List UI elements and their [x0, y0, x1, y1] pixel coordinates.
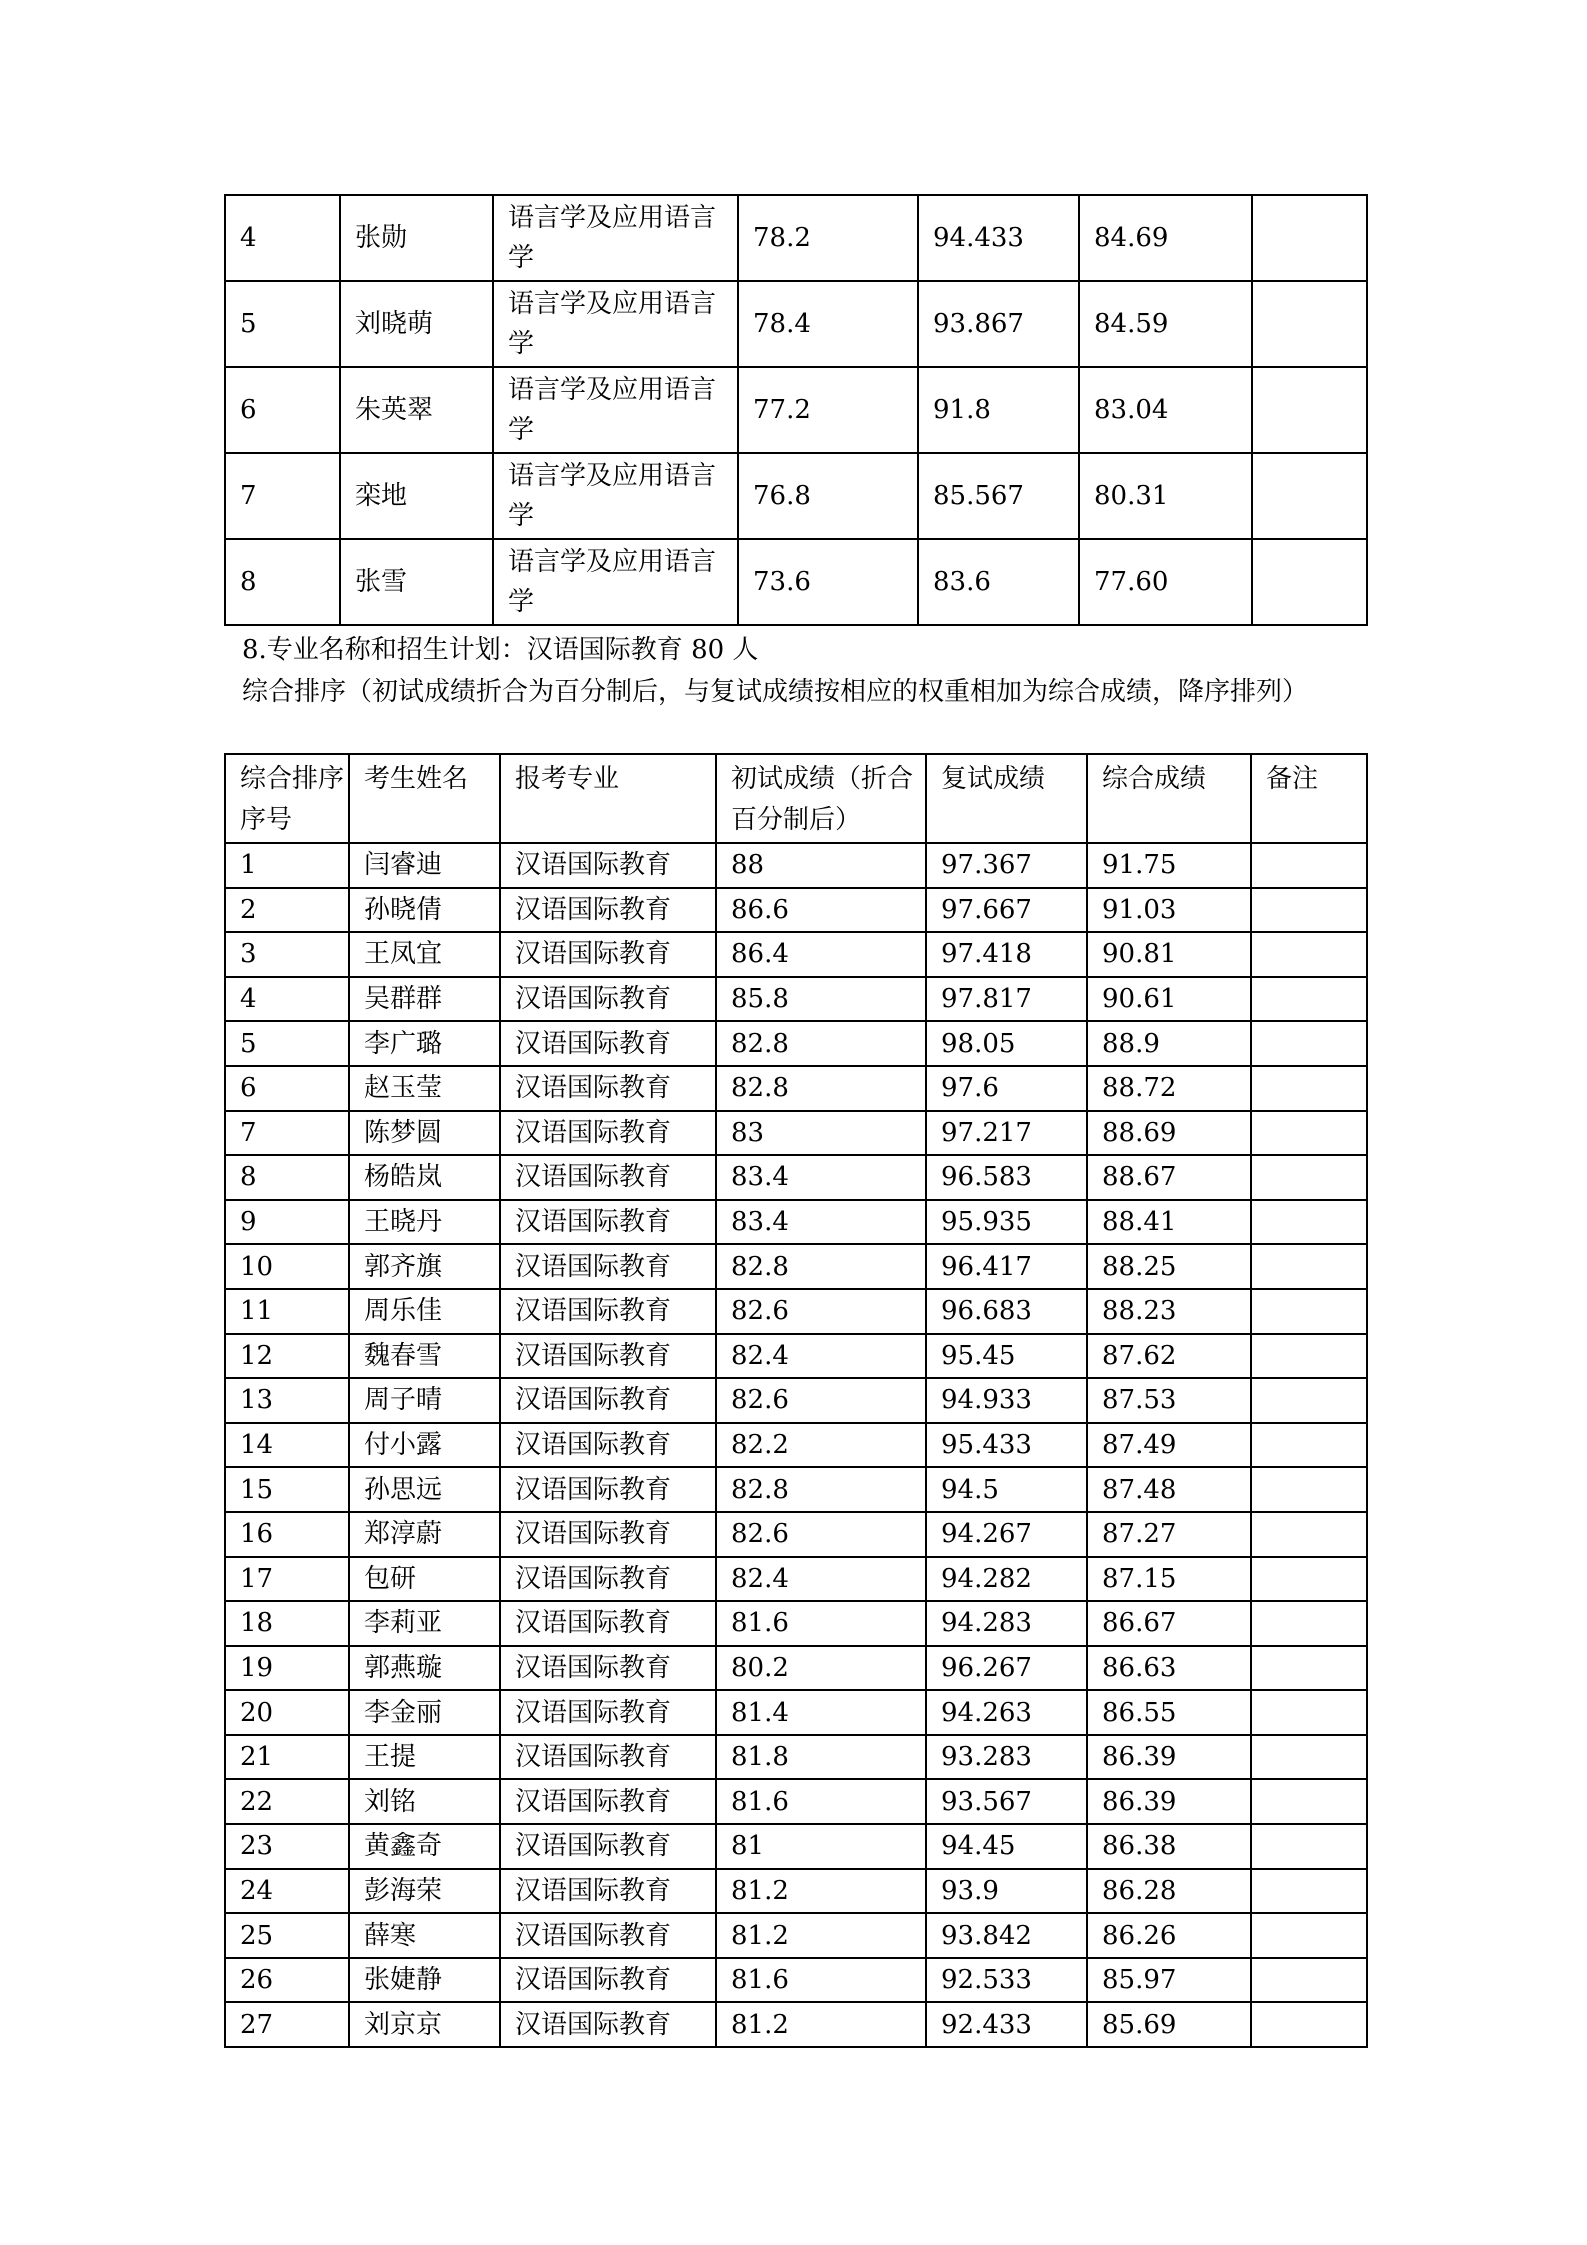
cell-total: 88.23 — [1087, 1289, 1251, 1334]
table-row — [225, 1423, 1367, 1468]
cell-rank: 10 — [225, 1244, 349, 1289]
cell-retest: 97.418 — [926, 932, 1087, 977]
cell-retest: 94.267 — [926, 1512, 1087, 1557]
cell-retest: 98.05 — [926, 1021, 1087, 1066]
cell-rank: 25 — [225, 1913, 349, 1958]
cell-retest: 93.283 — [926, 1735, 1087, 1780]
cell-retest: 93.867 — [918, 281, 1079, 367]
cell-name: 刘晓萌 — [340, 281, 493, 367]
cell-name: 李广璐 — [349, 1021, 500, 1066]
ranking-table-linguistics-body — [225, 195, 1367, 625]
table-row — [225, 1155, 1367, 1200]
cell-name: 栾地 — [340, 453, 493, 539]
cell-rank: 14 — [225, 1423, 349, 1468]
cell-total: 86.26 — [1087, 1913, 1251, 1958]
cell-name: 孙思远 — [349, 1467, 500, 1512]
cell-remark — [1251, 1779, 1367, 1824]
cell-retest: 94.283 — [926, 1601, 1087, 1646]
table-row — [225, 1244, 1367, 1289]
cell-major: 汉语国际教育 — [500, 1200, 716, 1245]
cell-initial: 82.6 — [716, 1378, 926, 1423]
table-row — [225, 1601, 1367, 1646]
cell-rank: 24 — [225, 1869, 349, 1914]
table-row — [225, 281, 1367, 367]
cell-retest: 94.433 — [918, 195, 1079, 281]
cell-total: 90.81 — [1087, 932, 1251, 977]
cell-name: 王凤宜 — [349, 932, 500, 977]
cell-name: 刘铭 — [349, 1779, 500, 1824]
cell-major: 汉语国际教育 — [500, 1646, 716, 1691]
table-row — [225, 2002, 1367, 2047]
cell-total: 86.55 — [1087, 1690, 1251, 1735]
cell-total: 86.38 — [1087, 1824, 1251, 1869]
cell-initial: 78.2 — [738, 195, 918, 281]
cell-rank: 7 — [225, 1111, 349, 1156]
cell-total: 87.62 — [1087, 1334, 1251, 1379]
cell-name: 陈梦圆 — [349, 1111, 500, 1156]
cell-total: 86.63 — [1087, 1646, 1251, 1691]
cell-retest: 97.667 — [926, 888, 1087, 933]
cell-name: 魏春雪 — [349, 1334, 500, 1379]
cell-major: 汉语国际教育 — [500, 1467, 716, 1512]
table-row — [225, 977, 1367, 1022]
cell-remark — [1251, 888, 1367, 933]
cell-initial: 85.8 — [716, 977, 926, 1022]
cell-major: 汉语国际教育 — [500, 1066, 716, 1111]
cell-total: 87.48 — [1087, 1467, 1251, 1512]
table-row — [225, 1200, 1367, 1245]
cell-retest: 93.9 — [926, 1869, 1087, 1914]
cell-remark — [1252, 281, 1367, 367]
cell-initial: 77.2 — [738, 367, 918, 453]
cell-remark — [1251, 1467, 1367, 1512]
cell-rank: 26 — [225, 1958, 349, 2003]
cell-name: 赵玉莹 — [349, 1066, 500, 1111]
cell-initial: 88 — [716, 843, 926, 888]
table-row — [225, 1334, 1367, 1379]
cell-remark — [1252, 195, 1367, 281]
cell-remark — [1252, 539, 1367, 625]
cell-name: 王晓丹 — [349, 1200, 500, 1245]
cell-rank: 1 — [225, 843, 349, 888]
table-header-row — [225, 754, 1367, 843]
cell-remark — [1251, 1155, 1367, 1200]
cell-remark — [1251, 1646, 1367, 1691]
cell-rank: 6 — [225, 367, 340, 453]
cell-total: 87.15 — [1087, 1557, 1251, 1602]
cell-remark — [1251, 1378, 1367, 1423]
table-row — [225, 1066, 1367, 1111]
cell-name: 张婕静 — [349, 1958, 500, 2003]
cell-retest: 92.533 — [926, 1958, 1087, 2003]
cell-total: 88.69 — [1087, 1111, 1251, 1156]
table-row — [225, 1958, 1367, 2003]
cell-major: 语言学及应用语言学 — [493, 367, 738, 453]
header-rank: 综合排序序号 — [225, 754, 349, 843]
cell-remark — [1251, 1200, 1367, 1245]
cell-major: 汉语国际教育 — [500, 1958, 716, 2003]
cell-rank: 3 — [225, 932, 349, 977]
cell-remark — [1251, 1111, 1367, 1156]
cell-major: 汉语国际教育 — [500, 2002, 716, 2047]
cell-rank: 17 — [225, 1557, 349, 1602]
header-remark: 备注 — [1251, 754, 1367, 843]
cell-initial: 82.8 — [716, 1467, 926, 1512]
table-row — [225, 367, 1367, 453]
cell-rank: 8 — [225, 539, 340, 625]
cell-name: 孙晓倩 — [349, 888, 500, 933]
cell-rank: 18 — [225, 1601, 349, 1646]
cell-initial: 82.6 — [716, 1512, 926, 1557]
table-row — [225, 1289, 1367, 1334]
cell-initial: 81.2 — [716, 2002, 926, 2047]
cell-total: 86.39 — [1087, 1735, 1251, 1780]
cell-initial: 82.8 — [716, 1066, 926, 1111]
cell-rank: 6 — [225, 1066, 349, 1111]
ranking-table-chinese-intl-education — [224, 753, 1368, 2048]
cell-retest: 95.45 — [926, 1334, 1087, 1379]
cell-rank: 2 — [225, 888, 349, 933]
cell-remark — [1251, 1423, 1367, 1468]
cell-name: 周子晴 — [349, 1378, 500, 1423]
cell-major: 语言学及应用语言学 — [493, 453, 738, 539]
cell-remark — [1252, 367, 1367, 453]
cell-retest: 93.842 — [926, 1913, 1087, 1958]
cell-name: 彭海荣 — [349, 1869, 500, 1914]
cell-rank: 5 — [225, 281, 340, 367]
cell-initial: 73.6 — [738, 539, 918, 625]
cell-total: 87.49 — [1087, 1423, 1251, 1468]
cell-remark — [1251, 1958, 1367, 2003]
cell-initial: 82.8 — [716, 1021, 926, 1066]
table-row — [225, 843, 1367, 888]
cell-retest: 94.933 — [926, 1378, 1087, 1423]
table-row — [225, 1779, 1367, 1824]
header-initial-score: 初试成绩（折合百分制后） — [716, 754, 926, 843]
cell-remark — [1252, 453, 1367, 539]
cell-major: 汉语国际教育 — [500, 843, 716, 888]
cell-major: 汉语国际教育 — [500, 1869, 716, 1914]
cell-major: 汉语国际教育 — [500, 1557, 716, 1602]
cell-rank: 4 — [225, 195, 340, 281]
cell-initial: 82.2 — [716, 1423, 926, 1468]
cell-name: 李莉亚 — [349, 1601, 500, 1646]
cell-initial: 83 — [716, 1111, 926, 1156]
cell-total: 86.39 — [1087, 1779, 1251, 1824]
cell-initial: 76.8 — [738, 453, 918, 539]
table-row — [225, 1111, 1367, 1156]
cell-retest: 97.367 — [926, 843, 1087, 888]
cell-name: 周乐佳 — [349, 1289, 500, 1334]
cell-initial: 82.4 — [716, 1557, 926, 1602]
cell-total: 87.27 — [1087, 1512, 1251, 1557]
cell-rank: 12 — [225, 1334, 349, 1379]
cell-initial: 81.2 — [716, 1869, 926, 1914]
table-row — [225, 1690, 1367, 1735]
header-major: 报考专业 — [500, 754, 716, 843]
cell-total: 80.31 — [1079, 453, 1252, 539]
cell-major: 汉语国际教育 — [500, 1021, 716, 1066]
cell-total: 90.61 — [1087, 977, 1251, 1022]
cell-rank: 19 — [225, 1646, 349, 1691]
cell-total: 88.25 — [1087, 1244, 1251, 1289]
cell-total: 88.9 — [1087, 1021, 1251, 1066]
cell-major: 汉语国际教育 — [500, 1423, 716, 1468]
table-row — [225, 1512, 1367, 1557]
cell-total: 84.59 — [1079, 281, 1252, 367]
cell-major: 语言学及应用语言学 — [493, 195, 738, 281]
cell-major: 语言学及应用语言学 — [493, 539, 738, 625]
table-row — [225, 1021, 1367, 1066]
cell-major: 汉语国际教育 — [500, 1601, 716, 1646]
cell-initial: 83.4 — [716, 1155, 926, 1200]
cell-major: 汉语国际教育 — [500, 1334, 716, 1379]
header-name: 考生姓名 — [349, 754, 500, 843]
cell-name: 付小露 — [349, 1423, 500, 1468]
cell-name: 李金丽 — [349, 1690, 500, 1735]
cell-rank: 11 — [225, 1289, 349, 1334]
cell-remark — [1251, 1824, 1367, 1869]
cell-name: 张雪 — [340, 539, 493, 625]
cell-rank: 23 — [225, 1824, 349, 1869]
cell-name: 朱英翠 — [340, 367, 493, 453]
cell-initial: 82.8 — [716, 1244, 926, 1289]
cell-initial: 82.4 — [716, 1334, 926, 1379]
cell-name: 张勋 — [340, 195, 493, 281]
cell-total: 88.72 — [1087, 1066, 1251, 1111]
header-total-score: 综合成绩 — [1087, 754, 1251, 843]
cell-total: 83.04 — [1079, 367, 1252, 453]
cell-retest: 97.6 — [926, 1066, 1087, 1111]
cell-major: 汉语国际教育 — [500, 1155, 716, 1200]
cell-initial: 81.2 — [716, 1913, 926, 1958]
cell-initial: 82.6 — [716, 1289, 926, 1334]
cell-rank: 5 — [225, 1021, 349, 1066]
cell-remark — [1251, 1512, 1367, 1557]
cell-total: 91.75 — [1087, 843, 1251, 888]
cell-remark — [1251, 1557, 1367, 1602]
cell-major: 汉语国际教育 — [500, 1690, 716, 1735]
cell-initial: 81.6 — [716, 1958, 926, 2003]
cell-initial: 83.4 — [716, 1200, 926, 1245]
table-row — [225, 539, 1367, 625]
cell-major: 汉语国际教育 — [500, 1244, 716, 1289]
cell-total: 84.69 — [1079, 195, 1252, 281]
cell-initial: 81.8 — [716, 1735, 926, 1780]
section-subtitle: 综合排序（初试成绩折合为百分制后，与复试成绩按相应的权重相加为综合成绩，降序排列） — [242, 677, 1309, 707]
cell-total: 86.28 — [1087, 1869, 1251, 1914]
cell-total: 91.03 — [1087, 888, 1251, 933]
cell-rank: 27 — [225, 2002, 349, 2047]
cell-name: 吴群群 — [349, 977, 500, 1022]
cell-major: 汉语国际教育 — [500, 1512, 716, 1557]
cell-name: 郭齐旗 — [349, 1244, 500, 1289]
cell-retest: 94.282 — [926, 1557, 1087, 1602]
cell-retest: 94.45 — [926, 1824, 1087, 1869]
cell-initial: 80.2 — [716, 1646, 926, 1691]
ranking-table-linguistics — [224, 194, 1368, 626]
table-row — [225, 1557, 1367, 1602]
cell-major: 汉语国际教育 — [500, 1779, 716, 1824]
table-row — [225, 1467, 1367, 1512]
cell-name: 包研 — [349, 1557, 500, 1602]
cell-retest: 96.417 — [926, 1244, 1087, 1289]
cell-name: 郑淳蔚 — [349, 1512, 500, 1557]
cell-remark — [1251, 1066, 1367, 1111]
cell-total: 85.69 — [1087, 2002, 1251, 2047]
cell-retest: 97.217 — [926, 1111, 1087, 1156]
cell-total: 85.97 — [1087, 1958, 1251, 2003]
cell-major: 汉语国际教育 — [500, 1111, 716, 1156]
cell-remark — [1251, 1334, 1367, 1379]
cell-remark — [1251, 1244, 1367, 1289]
cell-name: 王提 — [349, 1735, 500, 1780]
cell-rank: 15 — [225, 1467, 349, 1512]
table-row — [225, 888, 1367, 933]
cell-name: 闫睿迪 — [349, 843, 500, 888]
cell-retest: 94.263 — [926, 1690, 1087, 1735]
cell-retest: 95.935 — [926, 1200, 1087, 1245]
cell-rank: 8 — [225, 1155, 349, 1200]
cell-remark — [1251, 1601, 1367, 1646]
cell-remark — [1251, 1735, 1367, 1780]
cell-major: 语言学及应用语言学 — [493, 281, 738, 367]
cell-retest: 96.683 — [926, 1289, 1087, 1334]
cell-initial: 81 — [716, 1824, 926, 1869]
cell-name: 黄鑫奇 — [349, 1824, 500, 1869]
cell-remark — [1251, 1913, 1367, 1958]
cell-remark — [1251, 932, 1367, 977]
cell-retest: 96.267 — [926, 1646, 1087, 1691]
cell-initial: 86.6 — [716, 888, 926, 933]
cell-initial: 81.4 — [716, 1690, 926, 1735]
table-row — [225, 1378, 1367, 1423]
cell-retest: 92.433 — [926, 2002, 1087, 2047]
cell-total: 77.60 — [1079, 539, 1252, 625]
cell-remark — [1251, 1289, 1367, 1334]
cell-remark — [1251, 1690, 1367, 1735]
table-row — [225, 195, 1367, 281]
cell-retest: 95.433 — [926, 1423, 1087, 1468]
cell-name: 杨皓岚 — [349, 1155, 500, 1200]
table-row — [225, 1824, 1367, 1869]
cell-major: 汉语国际教育 — [500, 977, 716, 1022]
cell-retest: 91.8 — [918, 367, 1079, 453]
cell-rank: 7 — [225, 453, 340, 539]
cell-retest: 93.567 — [926, 1779, 1087, 1824]
cell-retest: 83.6 — [918, 539, 1079, 625]
cell-rank: 16 — [225, 1512, 349, 1557]
cell-major: 汉语国际教育 — [500, 1824, 716, 1869]
cell-major: 汉语国际教育 — [500, 888, 716, 933]
cell-name: 薛寒 — [349, 1913, 500, 1958]
table-row — [225, 1869, 1367, 1914]
cell-rank: 22 — [225, 1779, 349, 1824]
cell-remark — [1251, 1021, 1367, 1066]
header-retest-score: 复试成绩 — [926, 754, 1087, 843]
cell-rank: 13 — [225, 1378, 349, 1423]
table-row — [225, 932, 1367, 977]
cell-remark — [1251, 843, 1367, 888]
cell-total: 87.53 — [1087, 1378, 1251, 1423]
cell-retest: 96.583 — [926, 1155, 1087, 1200]
cell-rank: 4 — [225, 977, 349, 1022]
cell-retest: 94.5 — [926, 1467, 1087, 1512]
cell-total: 88.67 — [1087, 1155, 1251, 1200]
table-row — [225, 1913, 1367, 1958]
cell-initial: 86.4 — [716, 932, 926, 977]
cell-total: 88.41 — [1087, 1200, 1251, 1245]
cell-remark — [1251, 977, 1367, 1022]
cell-remark — [1251, 1869, 1367, 1914]
cell-initial: 81.6 — [716, 1601, 926, 1646]
cell-remark — [1251, 2002, 1367, 2047]
cell-total: 86.67 — [1087, 1601, 1251, 1646]
ranking-table-chinese-intl-education-body — [225, 754, 1367, 2047]
cell-name: 刘京京 — [349, 2002, 500, 2047]
cell-retest: 85.567 — [918, 453, 1079, 539]
cell-major: 汉语国际教育 — [500, 1735, 716, 1780]
table-row — [225, 1735, 1367, 1780]
cell-rank: 21 — [225, 1735, 349, 1780]
table-row — [225, 1646, 1367, 1691]
cell-rank: 9 — [225, 1200, 349, 1245]
cell-initial: 81.6 — [716, 1779, 926, 1824]
table-row — [225, 453, 1367, 539]
cell-initial: 78.4 — [738, 281, 918, 367]
cell-retest: 97.817 — [926, 977, 1087, 1022]
section-heading: 8.专业名称和招生计划：汉语国际教育 80 人 — [242, 635, 759, 665]
cell-name: 郭燕璇 — [349, 1646, 500, 1691]
cell-rank: 20 — [225, 1690, 349, 1735]
cell-major: 汉语国际教育 — [500, 1378, 716, 1423]
cell-major: 汉语国际教育 — [500, 932, 716, 977]
cell-major: 汉语国际教育 — [500, 1913, 716, 1958]
cell-major: 汉语国际教育 — [500, 1289, 716, 1334]
